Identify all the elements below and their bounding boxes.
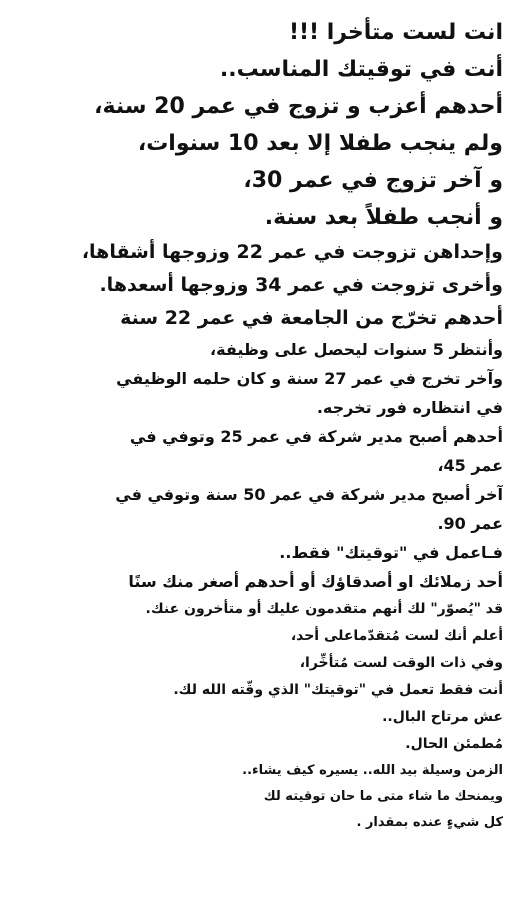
line-20: أعلم أنك لست مُتقدّماعلى أحد، bbox=[290, 628, 503, 644]
line-10: وأنتظر 5 سنوات ليحصل على وظيفة، bbox=[210, 340, 503, 359]
line-2: أنت في توقيتك المناسب.. bbox=[219, 57, 503, 82]
line-25: الزمن وسيلة بيد الله.. يسيره كيف يشاء.. bbox=[242, 763, 503, 778]
line-11: وآخر تخرج في عمر 27 سنة و كان حلمه الوظيفي bbox=[116, 369, 503, 388]
line-13: أحدهم أصبح مدير شركة في عمر 25 وتوفي في bbox=[129, 427, 503, 446]
line-9: أحدهم تخرّج من الجامعة في عمر 22 سنة bbox=[120, 307, 503, 329]
line-16: عمر 90. bbox=[437, 514, 503, 533]
line-27: كل شيءٍ عنده بمقدار . bbox=[356, 815, 503, 830]
line-5: و آخر تزوج في عمر 30، bbox=[243, 168, 503, 193]
line-22: أنت فقط تعمل في "توقيتك" الذي وقّته الله لك. bbox=[173, 682, 503, 698]
line-3: أحدهم أعزب و تزوج في عمر 20 سنة، bbox=[94, 94, 503, 119]
line-24: مُطمئن الحال. bbox=[405, 736, 503, 752]
line-12: في انتظاره فور تخرجه. bbox=[316, 398, 503, 417]
line-4: ولم ينجب طفلا إلا بعد 10 سنوات، bbox=[137, 131, 503, 156]
line-7: وإحداهن تزوجت في عمر 22 وزوجها أشقاها، bbox=[81, 241, 503, 263]
line-8: وأخرى تزوجت في عمر 34 وزوجها أسعدها. bbox=[99, 274, 503, 296]
line-14: عمر 45، bbox=[437, 456, 503, 475]
line-19: قد "يُصوّر" لك أنهم متقدمون عليك أو متأخرون عنك. bbox=[145, 601, 503, 617]
line-21: وفي ذات الوقت لست مُتأخِّرا، bbox=[299, 655, 503, 671]
line-26: ويمنحك ما شاء متى ما حان توقيته لك bbox=[263, 789, 503, 804]
line-23: عش مرتاح البال.. bbox=[382, 709, 503, 725]
line-title: انت لست متأخرا !!! bbox=[288, 20, 503, 45]
line-17: فـاعمل في "توقيتك" فقط.. bbox=[279, 543, 503, 562]
line-6: و أنجب طفلاً بعد سنة. bbox=[264, 205, 503, 230]
line-15: آخر أصبح مدير شركة في عمر 50 سنة وتوفي في bbox=[115, 485, 503, 504]
line-18: أحد زملائك او أصدقاؤك أو أحدهم أصغر منك سنًا bbox=[128, 572, 503, 591]
